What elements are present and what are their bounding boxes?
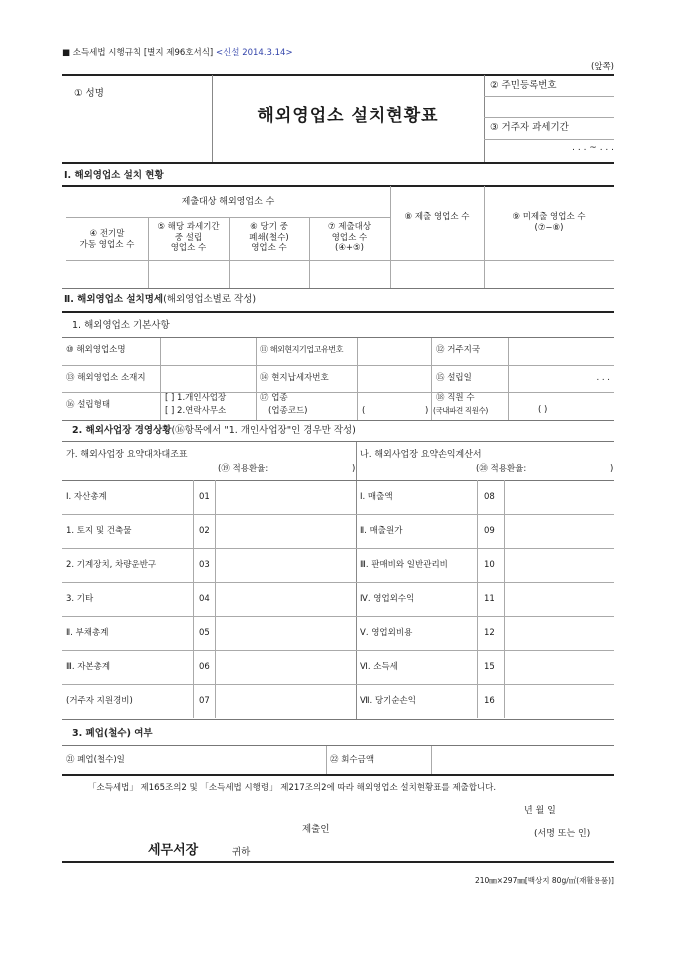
divider: [484, 96, 614, 97]
is-row-label: Ⅰ. 매출액: [360, 492, 393, 502]
divider: [484, 139, 614, 140]
col5-header: [148, 222, 229, 254]
col9-header-line1: ⑨ 미제출 영업소 수: [512, 212, 586, 222]
mgmt-title-note: (⑯항목에서 "1. 개인사업장"인 경우만 작성): [171, 425, 356, 436]
col7-header: [309, 222, 390, 254]
col7-header-line1: ⑦ 제출대상: [327, 222, 372, 232]
divider: [62, 392, 614, 393]
bs-row-amount-input[interactable]: [217, 516, 355, 546]
f11-input[interactable]: [358, 339, 431, 364]
is-row-label: Ⅳ. 영업외수익: [360, 594, 415, 604]
paper-spec: 210㎜×297㎜[백상지 80g/㎡(재활용품)]: [474, 876, 614, 885]
is-row-code: 15: [484, 662, 495, 672]
col7-header-line3: (④+⑤): [335, 243, 364, 254]
divider: [66, 217, 390, 218]
is-rate-input[interactable]: [546, 462, 608, 476]
col7-input[interactable]: [310, 262, 390, 287]
reg-no-label: ② 주민등록번호: [490, 80, 557, 91]
divider: [62, 719, 614, 720]
f17-paren-close: ): [425, 406, 429, 416]
f15-label: ⑮ 설립일: [436, 373, 472, 383]
divider: [504, 480, 505, 718]
submission-statement: 「소득세법」 제165조의2 및 「소득세법 시행령」 제217조의2에 따라 해외영업소 설치현황표를 제출합니다.: [88, 783, 497, 793]
f16-option-individual[interactable]: [ ] 1.개인사업장: [165, 393, 227, 403]
is-row-label: Ⅶ. 당기순손익: [360, 696, 416, 706]
bs-rate-label: (⑲ 적용환율:: [218, 464, 269, 474]
bs-rate-close: ): [352, 464, 356, 474]
col9-header: [484, 212, 614, 233]
front-page-label: (앞쪽): [590, 62, 614, 72]
divider: [62, 365, 614, 366]
row-divider: [62, 582, 614, 583]
divider: [62, 745, 614, 746]
signature-label[interactable]: (서명 또는 인): [534, 829, 591, 839]
is-row-amount-input[interactable]: [506, 482, 613, 512]
bs-row-amount-input[interactable]: [217, 584, 355, 614]
col6-header: [229, 222, 309, 254]
col5-header-line2: 중 설립: [174, 232, 203, 243]
divider: [62, 337, 614, 338]
bs-row-label: 1. 토지 및 건축물: [66, 526, 132, 536]
closure-title: 3. 폐업(철수) 여부: [72, 728, 153, 739]
section1-group-header: 제출대상 해외영업소 수: [181, 197, 275, 207]
name-input-area[interactable]: [74, 105, 208, 155]
divider: [62, 420, 614, 421]
divider: [326, 746, 327, 774]
row-divider: [62, 616, 614, 617]
is-row-code: 10: [484, 560, 495, 570]
f17-input[interactable]: [368, 394, 423, 418]
divider: [484, 117, 614, 118]
f10-label: ⑩ 해외영업소명: [66, 345, 126, 355]
f21-input[interactable]: [165, 748, 325, 772]
reg-no-input[interactable]: [486, 98, 612, 116]
f14-input[interactable]: [358, 366, 431, 391]
divider: [356, 442, 357, 719]
f16-label: ⑯ 설립형태: [66, 400, 111, 410]
bs-row-amount-input[interactable]: [217, 686, 355, 716]
divider: [215, 480, 216, 718]
section1-title: Ⅰ. 해외영업소 설치 현황: [64, 170, 164, 181]
bs-row-label: Ⅲ. 자본총계: [66, 662, 111, 672]
f15-value[interactable]: . . .: [596, 373, 610, 383]
bs-row-label: 3. 기타: [66, 594, 94, 604]
divider: [62, 311, 614, 313]
section2-title-note: (해외영업소별로 작성): [163, 294, 257, 305]
period-value[interactable]: . . . ~ . . .: [572, 143, 614, 153]
is-row-amount-input[interactable]: [506, 618, 613, 648]
submitter-label: 제출인: [302, 824, 330, 835]
tax-office-label: 세무서장: [148, 843, 199, 858]
col6-header-line3: 영업소 수: [251, 243, 287, 254]
is-title: 나. 해외사업장 요약손익계산서: [360, 450, 482, 460]
col6-header-line2: 폐쇄(철수): [249, 232, 289, 243]
is-row-amount-input[interactable]: [506, 686, 613, 716]
form-title: 해외영업소 설치현황표: [257, 106, 439, 126]
f18-label: ⑱ 직원 수: [436, 393, 475, 403]
divider: [62, 441, 614, 442]
bs-row-amount-input[interactable]: [217, 482, 355, 512]
mgmt-title: [72, 425, 356, 437]
form-rule-prefix: ■ 소득세법 시행규칙 [별지 제96호서식]: [62, 48, 216, 58]
f10-input[interactable]: [161, 339, 256, 364]
row-divider: [62, 684, 614, 685]
f22-input[interactable]: [433, 748, 613, 772]
bs-row-code: 06: [199, 662, 210, 672]
basic-info-title: 1. 해외영업소 기본사항: [72, 320, 170, 331]
bs-row-amount-input[interactable]: [217, 652, 355, 682]
f21-label: ㉑ 폐업(철수)일: [66, 755, 125, 765]
f18-dispatched-label: (국내파견 직원수): [433, 406, 488, 415]
f17-code-label: (업종코드): [268, 406, 308, 416]
bs-row-code: 02: [199, 526, 210, 536]
bs-row-label: 2. 기계장치, 차량운반구: [66, 560, 157, 570]
form-rule-new-date: <신설 2014.3.14>: [215, 48, 293, 58]
bs-row-label: (거주자 지원경비): [66, 696, 133, 706]
divider: [431, 746, 432, 774]
bs-row-code: 01: [199, 492, 210, 502]
form-rule-reference: [62, 48, 293, 59]
bs-row-label: Ⅱ. 부채총계: [66, 628, 109, 638]
f12-label: ⑫ 거주지국: [436, 345, 481, 355]
bs-row-amount-input[interactable]: [217, 550, 355, 580]
col4-input[interactable]: [66, 262, 148, 287]
bs-row-code: 04: [199, 594, 210, 604]
row-divider: [62, 650, 614, 651]
divider: [477, 480, 478, 718]
bs-row-amount-input[interactable]: [217, 618, 355, 648]
honorific-label: 귀하: [232, 847, 251, 858]
col4-header-line1: ④ 전기말: [89, 229, 125, 239]
col5-header-line3: 영업소 수: [170, 243, 207, 254]
col6-input[interactable]: [230, 262, 309, 287]
col6-header-line1: ⑥ 당기 중: [250, 222, 288, 232]
divider: [62, 185, 614, 187]
mgmt-title-text: 2. 해외사업장 경영상황: [72, 425, 172, 436]
footer-border: [62, 861, 614, 863]
col9-input[interactable]: [485, 262, 614, 287]
divider: [431, 338, 432, 420]
name-field-label: ① 성명: [74, 88, 104, 99]
bs-rate-input[interactable]: [288, 462, 350, 476]
f17-paren-open: (: [362, 406, 366, 416]
f22-label: ㉒ 회수금액: [330, 755, 375, 765]
bs-row-code: 03: [199, 560, 210, 570]
is-row-label: Ⅴ. 영업외비용: [360, 628, 413, 638]
col5-header-line1: ⑤ 해당 과세기간: [157, 222, 220, 232]
is-row-label: Ⅲ. 판매비와 일반관리비: [360, 560, 448, 570]
is-row-label: Ⅵ. 소득세: [360, 662, 398, 672]
is-row-code: 08: [484, 492, 495, 502]
is-row-amount-input[interactable]: [506, 584, 613, 614]
is-rate-label: (⑳ 적용환율:: [476, 464, 527, 474]
col9-header-line2: (⑦−⑧): [534, 222, 564, 233]
is-rate-close: ): [610, 464, 614, 474]
f17-label: ⑰ 업종: [260, 393, 288, 403]
is-row-amount-input[interactable]: [506, 516, 613, 546]
top-border: [62, 74, 614, 76]
bs-row-code: 07: [199, 696, 210, 706]
is-row-code: 16: [484, 696, 495, 706]
is-row-code: 11: [484, 594, 495, 604]
submission-date[interactable]: 년 월 일: [524, 806, 556, 816]
divider: [193, 480, 194, 718]
bs-row-label: Ⅰ. 자산총계: [66, 492, 107, 502]
row-divider: [62, 514, 614, 515]
divider: [62, 480, 614, 481]
f12-input[interactable]: [509, 339, 614, 364]
col8-input[interactable]: [391, 262, 484, 287]
col8-header: ⑧ 제출 영업소 수: [404, 212, 470, 222]
row-divider: [62, 548, 614, 549]
is-row-code: 12: [484, 628, 495, 638]
section2-title: [64, 294, 256, 306]
f13-label: ⑬ 해외영업소 소재지: [66, 373, 146, 383]
divider: [62, 288, 614, 289]
divider: [484, 75, 485, 162]
f16-option-liaison[interactable]: [ ] 2.연락사무소: [165, 406, 227, 416]
bs-title: 가. 해외사업장 요약대차대조표: [66, 450, 188, 460]
divider: [256, 338, 257, 420]
f13-input[interactable]: [161, 366, 256, 391]
col4-header: [66, 229, 148, 250]
divider: [62, 774, 614, 776]
bs-row-code: 05: [199, 628, 210, 638]
top-section-bottom-border: [62, 162, 614, 164]
f11-label: ⑪ 해외현지기업고유번호: [260, 345, 344, 354]
section2-title-text: Ⅱ. 해외영업소 설치명세: [64, 294, 164, 305]
col4-header-line2: 가동 영업소 수: [79, 239, 135, 250]
is-row-amount-input[interactable]: [506, 550, 613, 580]
f14-label: ⑭ 현지납세자번호: [260, 373, 329, 383]
is-row-label: Ⅱ. 매출원가: [360, 526, 403, 536]
is-row-code: 09: [484, 526, 495, 536]
period-label: ③ 거주자 과세기간: [490, 122, 569, 133]
is-row-amount-input[interactable]: [506, 652, 613, 682]
col5-input[interactable]: [149, 262, 229, 287]
f18-input[interactable]: ( ): [538, 405, 548, 415]
col7-header-line2: 영업소 수: [331, 232, 368, 243]
